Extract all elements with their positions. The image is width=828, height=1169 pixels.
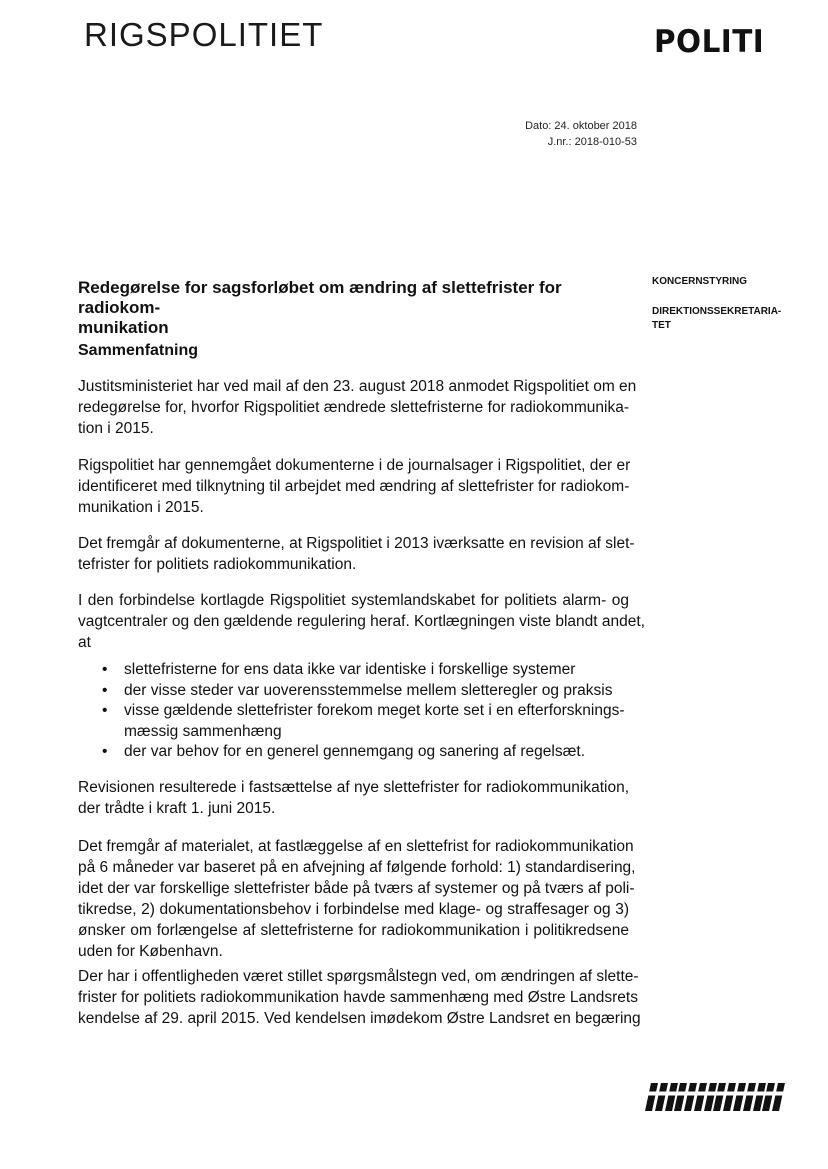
department-label <box>652 305 781 333</box>
paragraph <box>78 836 636 962</box>
title-line: munikation <box>78 318 169 337</box>
paragraph-line: redegørelse for, hvorfor Rigspolitiet ændrede slettefristerne for radiokommunika- <box>78 399 629 416</box>
paragraph-line: tion i 2015. <box>78 420 154 437</box>
paragraph <box>78 455 629 518</box>
department-line: TET <box>652 320 671 331</box>
department-line: DIREKTIONSSEKRETARIA- <box>652 306 782 317</box>
paragraph <box>78 966 641 1029</box>
paragraph-line: Det fremgår af materialet, at fastlæggelse af en slettefrist for radiokommunikation <box>78 838 634 855</box>
paragraph-line: vagtcentraler og den gældende regulering heraf. Kortlægningen viste blandt andet, <box>78 613 645 630</box>
paragraph <box>78 777 629 819</box>
paragraph-line: uden for København. <box>78 943 223 960</box>
paragraph-line: tefrister for politiets radiokommunikation. <box>78 556 357 573</box>
title-line: Redegørelse for sagsforløbet om ændring af slettefrister for radiokom- <box>78 278 562 317</box>
paragraph-line: identificeret med tilknytning til arbejdet med ændring af slettefrister for radiokom- <box>78 478 630 495</box>
paragraph-line: Justitsministeriet har ved mail af den 23. august 2018 anmodet Rigspolitiet om en <box>78 378 637 395</box>
paragraph-line: at <box>78 634 91 651</box>
paragraph-line: idet der var forskellige slettefrister både på tværs af systemer og på tværs af poli- <box>78 880 635 897</box>
paragraph-line: Der har i offentligheden været stillet spørgsmålstegn ved, om ændringen af slette- <box>78 968 639 985</box>
paragraph <box>78 376 637 439</box>
paragraph-line: frister for politiets radiokommunikation havde sammenhæng med Østre Landsrets <box>78 989 638 1006</box>
paragraph-line: der trådte i kraft 1. juni 2015. <box>78 800 276 817</box>
journal-number: J.nr.: 2018-010-53 <box>547 136 637 148</box>
paragraph-line: Rigspolitiet har gennemgået dokumenterne i de journalsager i Rigspolitiet, der er <box>78 457 631 474</box>
paragraph-line: Revisionen resulterede i fastsættelse af nye slettefrister for radiokommunikation, <box>78 779 629 796</box>
bullet-item: • der var behov for en generel gennemgang og sanering af regelsæt. <box>100 742 629 763</box>
organization-name: RIGSPOLITIET <box>84 16 324 53</box>
bullet-item: • visse gældende slettefrister forekom meget korte set i en efterforsknings- mæssig sammenhæng <box>100 701 629 742</box>
paragraph-line: munikation i 2015. <box>78 499 204 516</box>
paragraph-line: ønsker om forlængelse af slettefristerne for radiokommunikation i politikredsene <box>78 922 629 939</box>
paragraph-line: kendelse af 29. april 2015. Ved kendelsen imødekom Østre Landsret en begæring <box>78 1010 641 1027</box>
politi-logo: POLITI <box>654 24 765 60</box>
paragraph-line: I den forbindelse kortlagde Rigspolitiet systemlandskabet for politiets alarm- og <box>78 592 629 609</box>
barcode <box>648 1083 782 1111</box>
paragraph <box>78 590 645 653</box>
bullet-item: • der visse steder var uoverensstemmelse mellem sletteregler og praksis <box>100 681 629 702</box>
paragraph-line: tikredse, 2) dokumentationsbehov i forbindelse med klage- og straffesager og 3) <box>78 901 629 918</box>
paragraph-line: Det fremgår af dokumenterne, at Rigspolitiet i 2013 iværksatte en revision af slet- <box>78 535 635 552</box>
paragraph <box>78 533 635 575</box>
section-heading: Sammenfatning <box>78 342 199 359</box>
date: Dato: 24. oktober 2018 <box>525 120 637 132</box>
document-title <box>78 278 638 338</box>
paragraph-line: på 6 måneder var baseret på en afvejning af følgende forhold: 1) standardisering, <box>78 859 636 876</box>
bullet-item: • slettefristerne for ens data ikke var identiske i forskellige systemer <box>100 660 629 681</box>
bullet-list <box>100 660 629 763</box>
unit-label: KONCERNSTYRING <box>652 276 748 287</box>
barcode-bar <box>772 1083 785 1111</box>
